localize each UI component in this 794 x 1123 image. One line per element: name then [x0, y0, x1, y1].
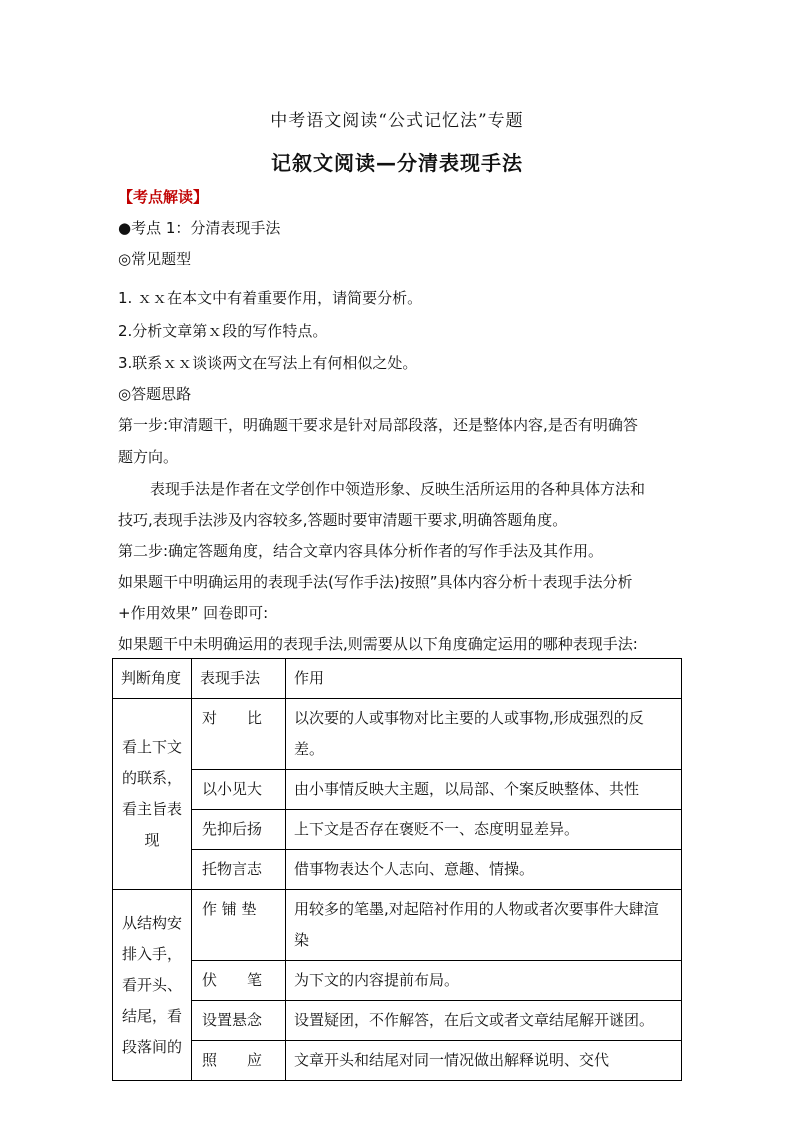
effect-cell: 由小事情反映大主题，以局部、个案反映整体、共性	[286, 770, 682, 810]
effect-cell: 文章开头和结尾对同一情况做出解释说明、交代	[286, 1041, 682, 1081]
method-cell: 设置悬念	[192, 1001, 286, 1041]
explicit-case-line2: +作用效果” 回卷即可:	[118, 604, 269, 622]
document-subtitle: 中考语文阅读“公式记忆法”专题	[270, 111, 524, 131]
table-row	[113, 1041, 682, 1081]
angle-structure: 从结构安排入手，看开头、结尾，看段落间的	[113, 890, 192, 1081]
effect-cell: 用较多的笔墨,对起陪衬作用的人物或者次要事件大肆渲染	[286, 890, 682, 961]
effect-cell: 借事物表达个人志向、意趣、情操。	[286, 850, 682, 890]
effect-cell: 上下文是否存在褒贬不一、态度明显差异。	[286, 810, 682, 850]
method-cell: 以小见大	[192, 770, 286, 810]
question-type-1: 1. ｘｘ在本文中有着重要作用，请简要分析。	[118, 289, 423, 307]
document-title: 记叙文阅读—分清表现手法	[271, 151, 523, 175]
paragraph-line2: 技巧,表现手法涉及内容较多,答题时要审清题干要求,明确答题角度。	[118, 511, 568, 529]
angle-context-theme: 看上下文的联系，看主旨表现	[113, 699, 192, 890]
table-row	[113, 961, 682, 1001]
method-cell: 作 铺 垫	[192, 890, 286, 961]
effect-cell: 设置疑团，不作解答，在后文或者文章结尾解开谜团。	[286, 1001, 682, 1041]
method-cell: 托物言志	[192, 850, 286, 890]
paragraph-line1: 表现手法是作者在文学创作中领造形象、反映生活所运用的各种具体方法和	[150, 480, 646, 498]
method-cell: 照 应	[192, 1041, 286, 1081]
explicit-case-line1: 如果题干中明确运用的表现手法(写作手法)按照”具体内容分析十表现手法分析	[118, 573, 633, 591]
section-heading: 【考点解读】	[118, 188, 209, 206]
table-row	[113, 1001, 682, 1041]
method-cell: 对 比	[192, 699, 286, 770]
question-type-3: 3.联系ｘｘ谈谈两文在写法上有何相似之处。	[118, 354, 418, 372]
table-row	[113, 699, 682, 770]
methods-table	[112, 658, 682, 1081]
exam-point: ●考点 1：分清表现手法	[118, 219, 281, 237]
table-header-effect: 作用	[286, 659, 682, 699]
approach-heading: ◎答题思路	[118, 385, 192, 403]
effect-cell: 以次要的人或事物对比主要的人或事物,形成强烈的反差。	[286, 699, 682, 770]
step1-line2: 题方向。	[118, 448, 179, 466]
table-header-row	[113, 659, 682, 699]
method-cell: 先抑后扬	[192, 810, 286, 850]
common-types-heading: ◎常见题型	[118, 250, 192, 268]
step1-line1: 第一步:审清题干，明确题干要求是针对局部段落，还是整体内容,是否有明确答	[118, 416, 638, 434]
implicit-case-text: 如果题干中未明确运用的表现手法,则需要从以下角度确定运用的哪种表现手法:	[118, 635, 638, 653]
table-row	[113, 810, 682, 850]
question-type-2: 2.分析文章第ｘ段的写作特点。	[118, 322, 328, 340]
step2-text: 第二步:确定答题角度，结合文章内容具体分析作者的写作手法及其作用。	[118, 542, 604, 560]
table-row	[113, 770, 682, 810]
method-cell: 伏 笔	[192, 961, 286, 1001]
table-header-method: 表现手法	[192, 659, 286, 699]
table-header-angle: 判断角度	[113, 659, 192, 699]
table-row	[113, 890, 682, 961]
table-row	[113, 850, 682, 890]
effect-cell: 为下文的内容提前布局。	[286, 961, 682, 1001]
